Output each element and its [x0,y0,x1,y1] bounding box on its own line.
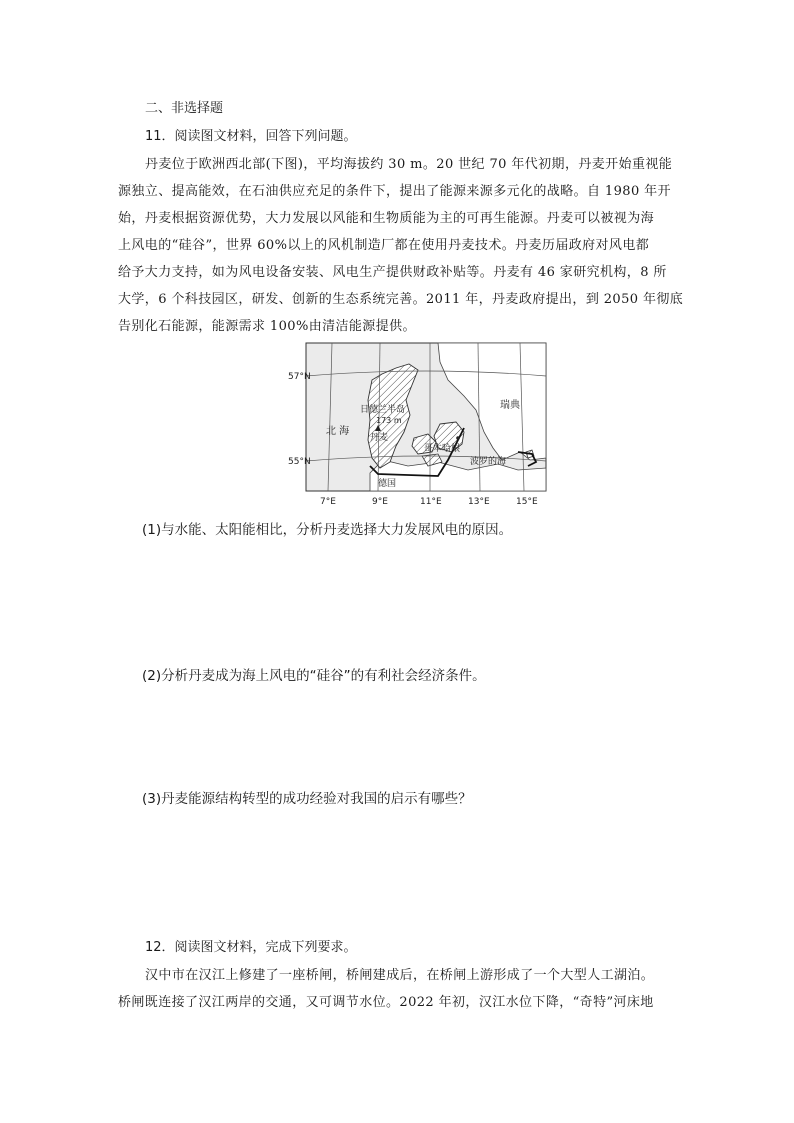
map-label-peninsula: 日德兰半岛 [360,405,406,415]
map-label-lon-11: 11°E [420,497,442,507]
map-label-sweden: 瑞典 [500,400,520,411]
map-label-elevation: 173 m [376,416,402,425]
map-label-lat-55: 55°N [288,457,311,467]
map-label-lon-15: 15°E [516,497,538,507]
question-12-stem: 12．阅读图文材料，完成下列要求。 [145,940,357,955]
map-label-baltic: 波罗的海 [470,457,507,467]
q11-para-line-3: 始，丹麦根据资源优势，大力发展以风能和生物质能为主的可再生能源。丹麦可以被视为海 [118,211,655,226]
q11-para-line-7: 告别化石能源，能源需求 100%由清洁能源提供。 [118,319,416,334]
city-marker-icon [456,436,460,440]
q12-para-line-2: 桥闸既连接了汉江两岸的交通，又可调节水位。2022 年初，汉江水位下降，“奇特”河床地 [118,995,654,1010]
q12-para-line-1: 汉中市在汉江上修建了一座桥闸，桥闸建成后，在桥闸上游形成了一个大型人工湖泊。 [145,968,655,983]
q11-para-line-4: 上风电的“硅谷”，世界 60%以上的风机制造厂都在使用丹麦技术。丹麦历届政府对风电都 [118,238,650,253]
sub-question-2: (2)分析丹麦成为海上风电的“硅谷”的有利社会经济条件。 [142,668,486,684]
map-label-lon-7: 7°E [320,497,336,507]
sub-question-1: (1)与水能、太阳能相比，分析丹麦选择大力发展风电的原因。 [142,522,513,538]
q11-para-line-5: 给予大力支持，如为风电设备安装、风电生产提供财政补贴等。丹麦有 46 家研究机构，8 所 [118,265,667,280]
q11-para-line-6: 大学，6 个科技园区，研发、创新的生态系统完善。2011 年，丹麦政府提出，到 2050 年彻底 [118,292,684,307]
denmark-map [288,340,558,515]
map-label-lat-57: 57°N [288,372,311,382]
map-label-lon-9: 9°E [372,497,388,507]
sub-question-3: (3)丹麦能源结构转型的成功经验对我国的启示有哪些？ [142,791,472,807]
map-label-copenhagen: 哥本哈根 [424,444,461,454]
q11-para-line-1: 丹麦位于欧洲西北部(下图)，平均海拔约 30 m。20 世纪 70 年代初期，丹麦开始重视能 [145,157,673,172]
map-label-germany: 德国 [378,479,397,489]
question-11-stem: 11．阅读图文材料，回答下列问题。 [145,129,357,144]
map-label-north-sea: 北 海 [326,426,350,437]
map-label-denmark: 丹麦 [370,433,389,443]
section-title: 二、非选择题 [145,101,224,116]
q11-para-line-2: 源独立、提高能效，在石油供应充足的条件下，提出了能源来源多元化的战略。自 1980 年开 [118,184,671,199]
map-label-lon-13: 13°E [468,497,490,507]
